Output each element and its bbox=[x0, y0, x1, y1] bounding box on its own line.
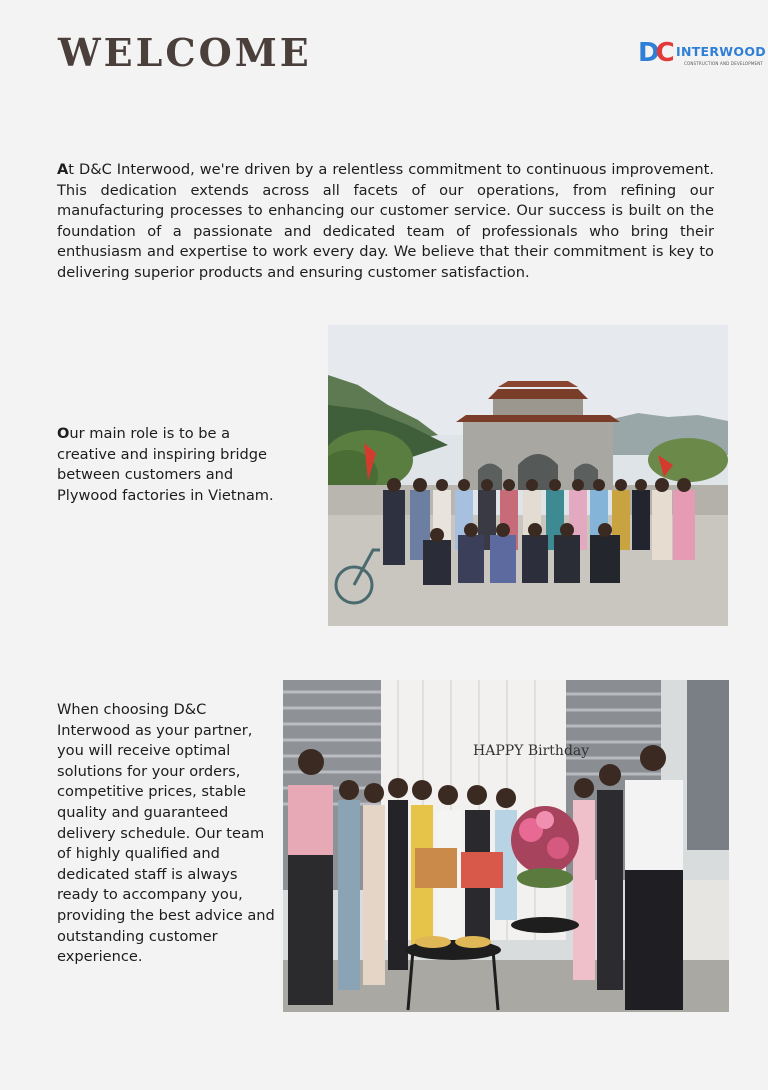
role-dropcap: O bbox=[57, 425, 70, 442]
group-photo-indoor bbox=[283, 680, 729, 1012]
page-title: WELCOME bbox=[58, 30, 312, 75]
birthday-banner: HAPPY Birthday bbox=[473, 743, 590, 759]
group-photo-outdoor bbox=[328, 325, 728, 626]
logo-mark: DC bbox=[638, 38, 671, 68]
intro-dropcap: A bbox=[57, 161, 69, 178]
intro-text: t D&C Interwood, we're driven by a relentless commitment to continuous improvement. This dedication extends across all facets of our operations, from refining our manufacturing processes to enhancing our customer service. Our success is built on the foundation of a passionate and dedicated team of professionals who bring their enthusiasm and expertise to work every day. We believe that their commitment is key to delivering superior products and ensuring customer satisfaction. bbox=[57, 161, 714, 281]
role-text: ur main role is to be a creative and inspiring bridge between customers and Plywood factories in Vietnam. bbox=[57, 425, 274, 504]
logo-tagline: CONSTRUCTION AND DEVELOPMENT bbox=[684, 61, 764, 66]
logo-wordmark: INTERWOOD bbox=[676, 44, 766, 59]
offer-paragraph: When choosing D&C Interwood as your partner, you will receive optimal solutions for your orders, competitive prices, stable quality and guaranteed delivery schedule. Our team of highly qualified and dedicated staff is always ready to accompany you, providing the best advice and outstanding customer experience. bbox=[57, 701, 275, 966]
company-logo bbox=[638, 38, 766, 70]
role-paragraph bbox=[57, 424, 287, 506]
intro-paragraph bbox=[57, 160, 714, 284]
